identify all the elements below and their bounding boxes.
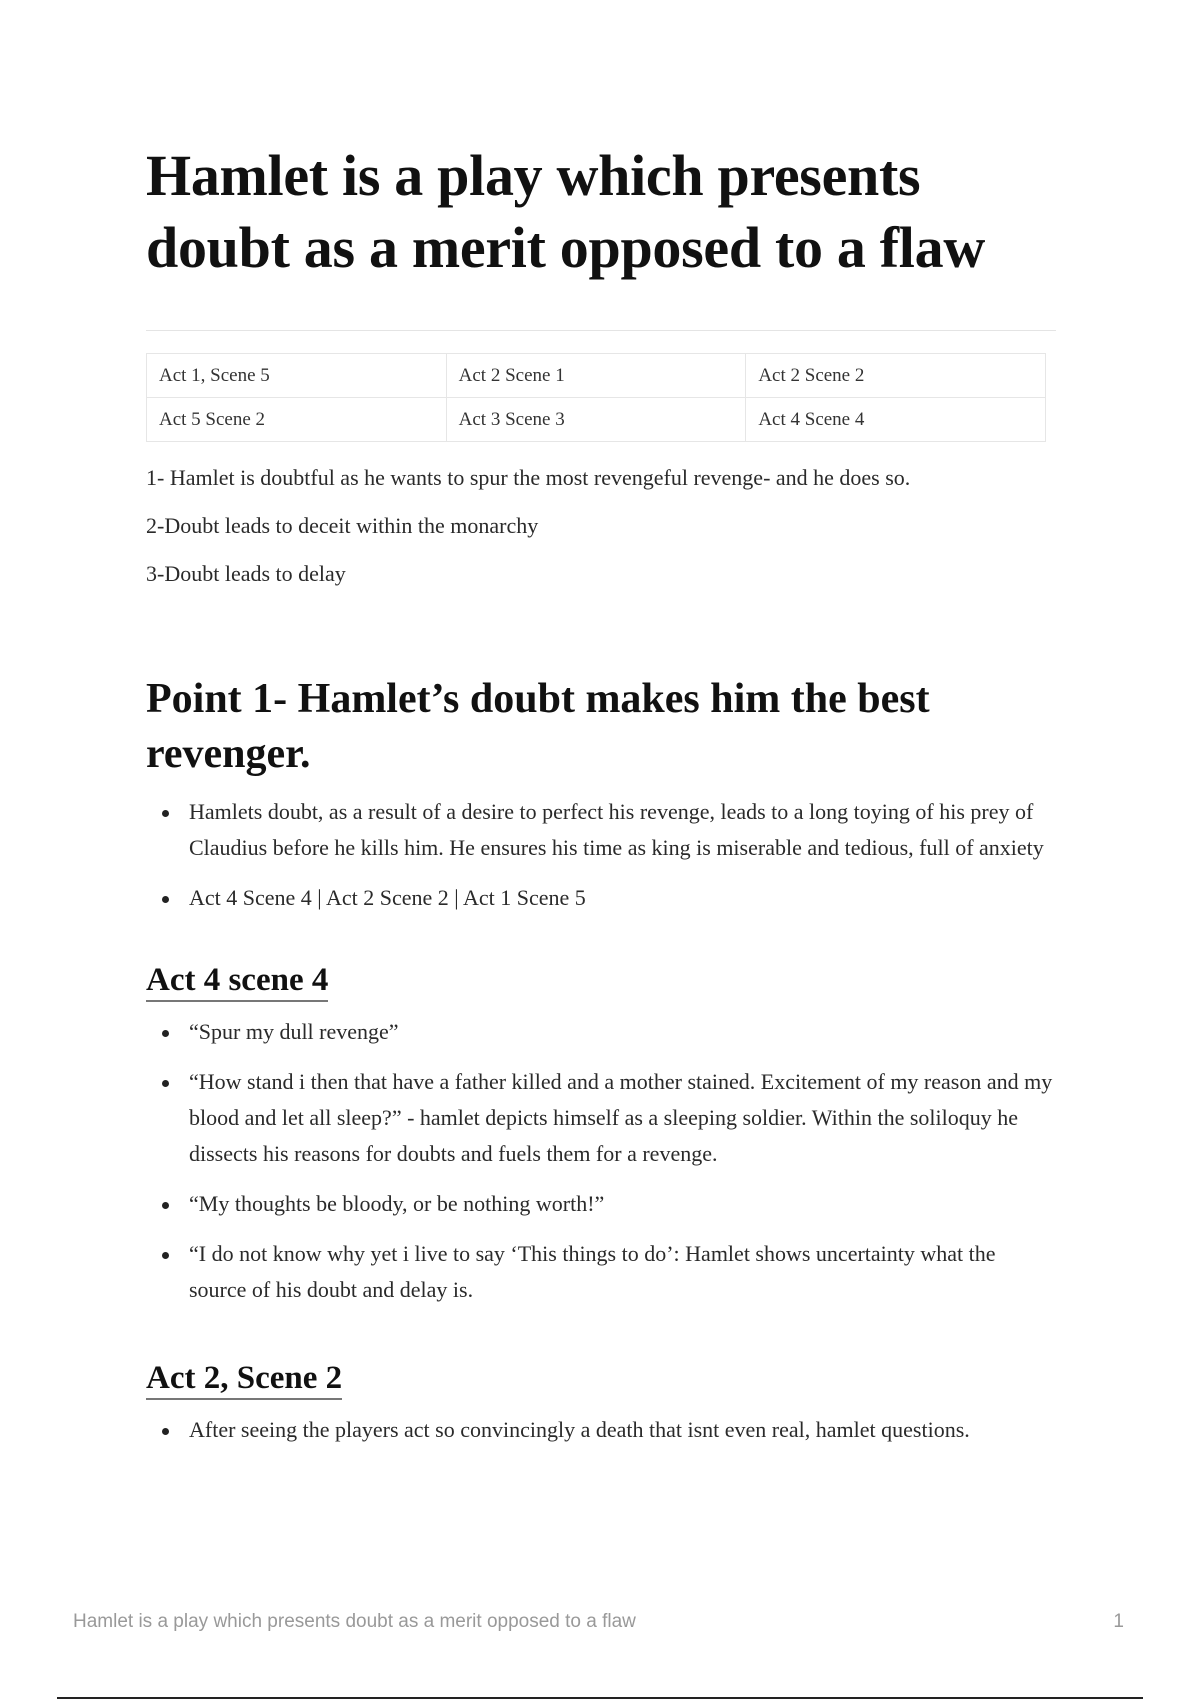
table-row — [147, 398, 1046, 442]
table-cell: Act 4 Scene 4 — [746, 398, 1046, 442]
table-cell: Act 2 Scene 2 — [746, 354, 1046, 398]
point-1-heading: Point 1- Hamlet’s doubt makes him the best revenger. — [146, 676, 930, 777]
list-item-text: “My thoughts be bloody, or be nothing worth!” — [189, 1191, 605, 1216]
act-4-scene-4-list — [146, 1014, 1056, 1308]
bullet-icon — [162, 810, 169, 817]
document-body — [146, 140, 1056, 1462]
act-2-scene-2-list — [146, 1412, 1056, 1448]
list-item-text: “Spur my dull revenge” — [189, 1019, 399, 1044]
bullet-icon — [162, 1252, 169, 1259]
bullet-icon — [162, 1428, 169, 1435]
footer-title: Hamlet is a play which presents doubt as a merit opposed to a flaw — [73, 1611, 636, 1632]
list-item — [146, 1412, 1056, 1448]
list-item — [146, 1186, 1056, 1222]
title-divider — [146, 330, 1056, 331]
table-cell: Act 2 Scene 1 — [446, 354, 746, 398]
bottom-divider — [57, 1697, 1143, 1699]
summary-point-3: 3-Doubt leads to delay — [146, 561, 346, 586]
list-item-text: “I do not know why yet i live to say ‘This things to do’: Hamlet shows uncertainty what the source of his doubt and delay is. — [189, 1241, 996, 1302]
list-item-text: “How stand i then that have a father killed and a mother stained. Excitement of my reason and my blood and let all sleep?” - hamlet depicts himself as a sleeping soldier. Within the soliloquy he dissects his reasons for doubts and fuels them for a revenge. — [189, 1069, 1053, 1166]
act-4-scene-4-section — [146, 940, 1056, 1308]
point-1-list — [146, 794, 1056, 916]
bullet-icon — [162, 1202, 169, 1209]
list-item — [146, 1064, 1056, 1172]
act-2-scene-2-section — [146, 1338, 1056, 1448]
summary-point-2: 2-Doubt leads to deceit within the monarchy — [146, 513, 539, 538]
list-item-text: Act 4 Scene 4 | Act 2 Scene 2 | Act 1 Scene 5 — [189, 885, 586, 910]
list-item-text: Hamlets doubt, as a result of a desire to perfect his revenge, leads to a long toying of his prey of Claudius before he kills him. He ensures his time as king is miserable and tedious, full of anxiety — [189, 799, 1044, 860]
list-item — [146, 794, 1056, 866]
act-4-scene-4-heading: Act 4 scene 4 — [146, 960, 328, 1002]
table-cell: Act 1, Scene 5 — [147, 354, 447, 398]
bullet-icon — [162, 1080, 169, 1087]
summary-points — [146, 454, 1056, 598]
document-title: Hamlet is a play which presents doubt as a merit opposed to a flaw — [146, 143, 985, 280]
table-cell: Act 5 Scene 2 — [147, 398, 447, 442]
list-item-text: After seeing the players act so convincingly a death that isnt even real, hamlet questions. — [189, 1417, 970, 1442]
scene-table — [146, 353, 1046, 442]
bullet-icon — [162, 896, 169, 903]
table-row — [147, 354, 1046, 398]
act-2-scene-2-heading: Act 2, Scene 2 — [146, 1358, 342, 1400]
summary-point-1: 1- Hamlet is doubtful as he wants to spur the most revengeful revenge- and he does so. — [146, 465, 911, 490]
table-cell: Act 3 Scene 3 — [446, 398, 746, 442]
bullet-icon — [162, 1030, 169, 1037]
list-item — [146, 1014, 1056, 1050]
list-item — [146, 1236, 1056, 1308]
page-number: 1 — [1113, 1611, 1124, 1632]
list-item — [146, 880, 1056, 916]
